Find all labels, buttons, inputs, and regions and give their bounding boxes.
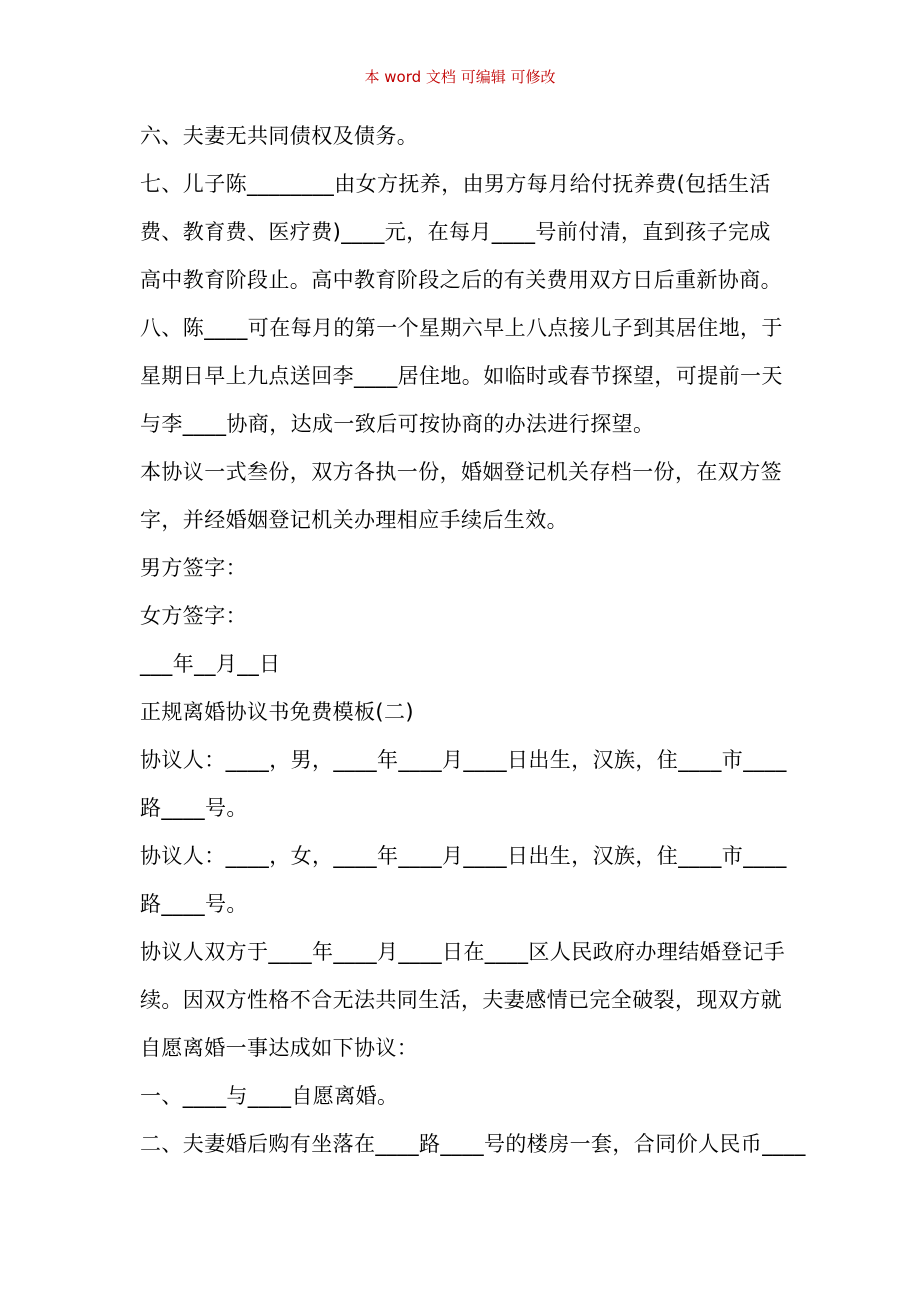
paragraph-line: 本协议一式叁份，双方各执一份，婚姻登记机关存档一份，在双方签 xyxy=(140,460,782,484)
paragraph-line: 与李____协商，达成一致后可按协商的办法进行探望。 xyxy=(140,412,655,436)
date-line: ___年__月__日 xyxy=(140,652,281,676)
paragraph-line: 费、教育费、医疗费)____元，在每月____号前付清，直到孩子完成 xyxy=(140,220,771,244)
paragraph-line: 七、儿子陈________由女方抚养，由男方每月给付抚养费(包括生活 xyxy=(140,172,771,196)
paragraph-line: 协议人双方于____年____月____日在____区人民政府办理结婚登记手 xyxy=(140,940,786,964)
paragraph-line: 协议人：____，男，____年____月____日出生，汉族，住____市____ xyxy=(140,748,787,772)
paragraph-line: 续。因双方性格不合无法共同生活，夫妻感情已完全破裂，现双方就 xyxy=(140,988,782,1012)
paragraph-line: 一、____与____自愿离婚。 xyxy=(140,1084,399,1108)
male-signature-label: 男方签字： xyxy=(140,556,247,580)
paragraph-line: 字，并经婚姻登记机关办理相应手续后生效。 xyxy=(140,508,568,532)
document-header: 本 word 文档 可编辑 可修改 xyxy=(364,68,556,86)
section-title: 正规离婚协议书免费模板(二) xyxy=(140,700,414,724)
paragraph-line: 协议人：____，女，____年____月____日出生，汉族，住____市____ xyxy=(140,844,787,868)
paragraph-line: 路____号。 xyxy=(140,892,248,916)
paragraph-line: 八、陈____可在每月的第一个星期六早上八点接儿子到其居住地，于 xyxy=(140,316,783,340)
paragraph-line: 二、夫妻婚后购有坐落在____路____号的楼房一套，合同价人民币____ xyxy=(140,1132,806,1156)
paragraph-line: 星期日早上九点送回李____居住地。如临时或春节探望，可提前一天 xyxy=(140,364,783,388)
paragraph-line: 高中教育阶段止。高中教育阶段之后的有关费用双方日后重新协商。 xyxy=(140,268,782,292)
paragraph-line: 路____号。 xyxy=(140,796,248,820)
female-signature-label: 女方签字： xyxy=(140,604,247,628)
paragraph-line: 六、夫妻无共同债权及债务。 xyxy=(140,124,419,148)
document-body xyxy=(140,112,806,1168)
paragraph-line: 自愿离婚一事达成如下协议： xyxy=(140,1036,419,1060)
